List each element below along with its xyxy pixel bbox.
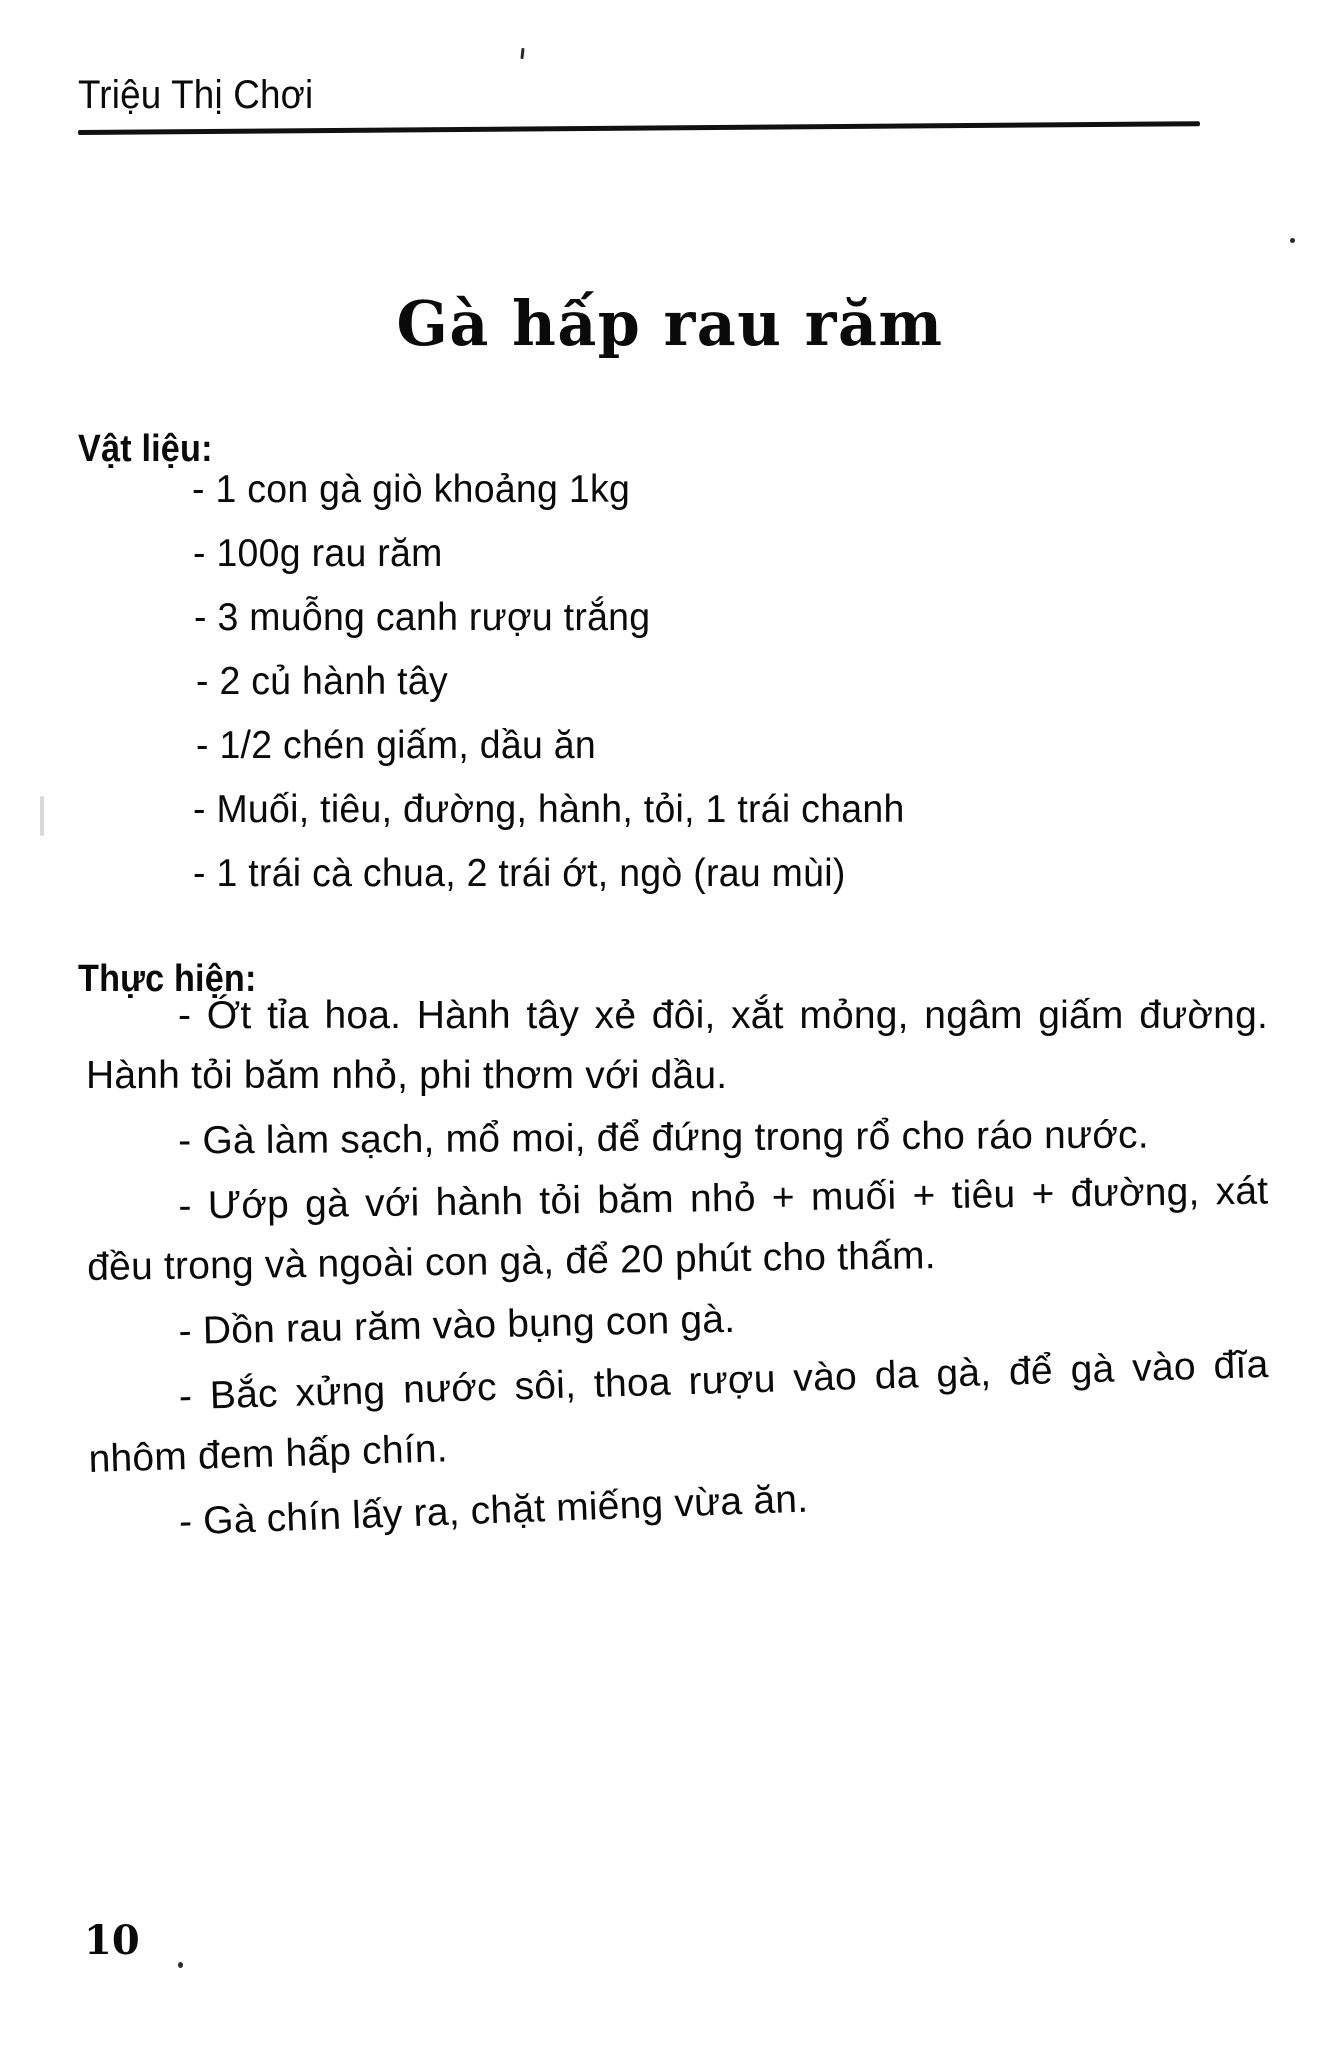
steps-list: [86, 986, 1268, 1562]
ingredients-list: [192, 458, 1252, 906]
step-paragraph: - Dồn rau răm vào bụng con gà.: [178, 1297, 736, 1353]
ingredient-item: - Muối, tiêu, đường, hành, tỏi, 1 trái chanh: [193, 788, 905, 831]
scan-speck: [1290, 238, 1295, 243]
author-name: Triệu Thị Chơi: [78, 73, 314, 117]
ingredient-item: - 2 củ hành tây: [196, 660, 448, 703]
header-rule: [78, 121, 1200, 135]
ingredient-item: - 1 con gà giò khoảng 1kg: [192, 468, 631, 511]
recipe-title: Gà hấp rau răm: [396, 286, 944, 360]
scan-speck: [178, 1962, 183, 1968]
page-number: 10: [84, 1917, 140, 1964]
steps-heading: Thực hiện:: [78, 957, 257, 1000]
step-paragraph: - Ướp gà với hành tỏi băm nhỏ + muối + tiêu + đường, xát đều trong và ngoài con gà, để 20 phút cho thấm.: [86, 1169, 1269, 1289]
step-paragraph: - Ớt tỉa hoa. Hành tây xẻ đôi, xắt mỏng, ngâm giấm đường. Hành tỏi băm nhỏ, phi thơm với dầu.: [86, 994, 1268, 1097]
running-head: [78, 72, 1198, 152]
step-paragraph: - Gà chín lấy ra, chặt miếng vừa ăn.: [178, 1477, 809, 1544]
scan-edge-mark: [40, 796, 44, 836]
scan-speck: [520, 48, 524, 59]
ingredient-item: - 3 muỗng canh rượu trắng: [194, 596, 651, 639]
step-paragraph: - Bắc xửng nước sôi, thoa rượu vào da gà, để gà vào đĩa nhôm đem hấp chín.: [88, 1342, 1269, 1481]
step-paragraph: - Gà làm sạch, mổ moi, để đứng trong rổ cho ráo nước.: [178, 1113, 1149, 1163]
ingredient-item: - 1/2 chén giấm, dầu ăn: [196, 724, 597, 767]
ingredient-item: - 100g rau răm: [193, 532, 443, 575]
ingredients-heading: Vật liệu:: [78, 427, 213, 470]
ingredient-item: - 1 trái cà chua, 2 trái ớt, ngò (rau mùi): [193, 852, 846, 895]
